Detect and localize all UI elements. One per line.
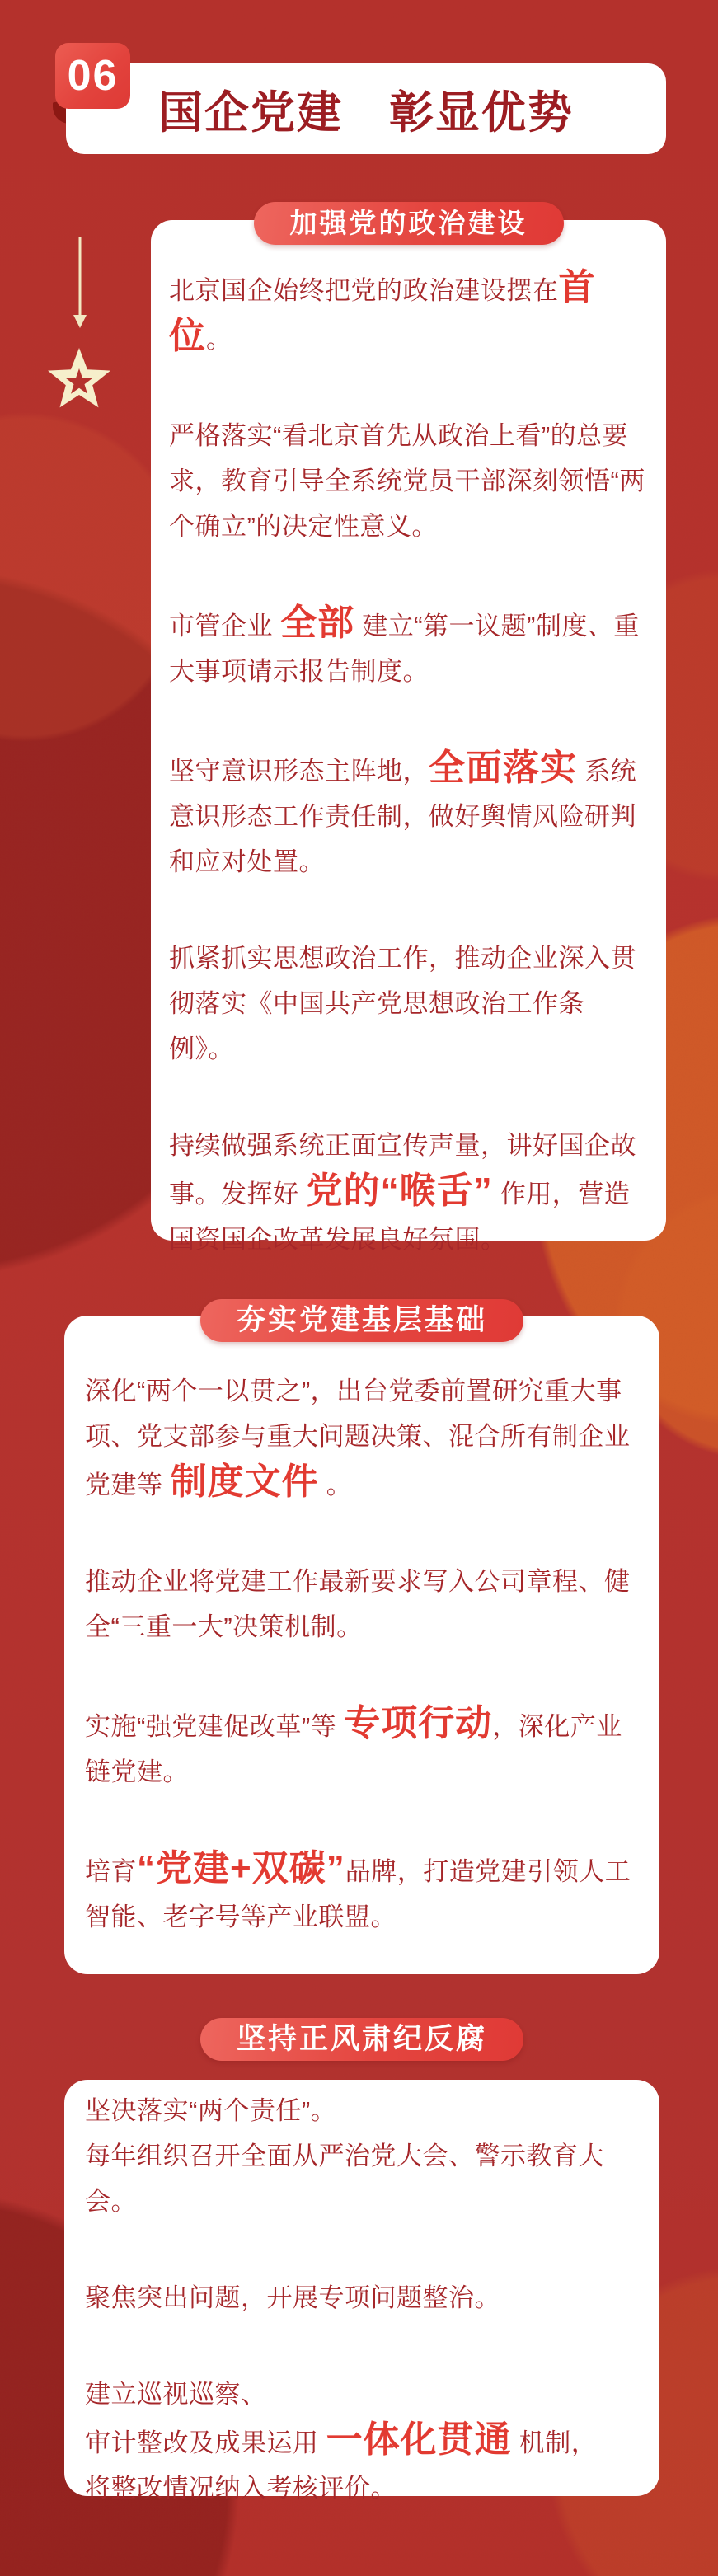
page-title: 国企党建 彰显优势 <box>158 87 574 138</box>
body-text: 实施“强党建促改革”等 <box>85 1712 345 1741</box>
section-header-label: 坚持正风肃纪反腐 <box>236 2023 488 2055</box>
section-number: 06 <box>67 52 119 100</box>
section-card-grassroots-foundation <box>64 1304 659 1974</box>
body-text: ，深化产业链党建。 <box>85 1712 622 1786</box>
highlight-text: 全部 <box>280 603 355 643</box>
body-text: 每年组织召开全面从严治党大会、警示教育大会。 <box>85 2142 604 2216</box>
body-text: 推动企业将党建工作最新要求写入公司章程、健全“三重一大”决策机制。 <box>85 1567 631 1641</box>
body-text: 。 <box>206 325 232 354</box>
section-header-label: 加强党的政治建设 <box>289 208 528 238</box>
body-text: 作用，营造国资国企改革发展良好氛围。 <box>169 1180 631 1254</box>
section-number-badge <box>55 43 130 109</box>
section-content <box>85 2088 639 2511</box>
section-card-discipline-anticorruption <box>64 2023 659 2503</box>
paragraph <box>169 600 648 694</box>
section-header-pill <box>200 1299 523 1342</box>
body-text: 北京国企始终把党的政治建设摆在 <box>169 276 559 305</box>
highlight-text: “党建+双碳” <box>137 1848 345 1889</box>
title-bar <box>66 63 666 154</box>
body-text: 建立“第一议题”制度、重大事项请示报告制度。 <box>169 612 640 686</box>
body-text: 审计整改及成果运用 <box>85 2428 326 2457</box>
body-text: 机制， <box>511 2428 598 2457</box>
section-header-label: 夯实党建基层基础 <box>236 1304 488 1336</box>
paragraph <box>169 936 648 1072</box>
section-content <box>85 1368 639 1940</box>
body-text: 。 <box>318 1471 353 1499</box>
body-text: 建立巡视巡察、 <box>85 2380 267 2409</box>
body-text: 将整改情况纳入考核评价。 <box>85 2474 397 2503</box>
paragraph <box>85 1846 639 1940</box>
paragraph <box>85 1559 639 1649</box>
body-text: 市管企业 <box>169 612 281 640</box>
paragraph <box>85 2372 639 2511</box>
paragraph <box>169 413 648 549</box>
section-header-pill <box>254 202 564 245</box>
paragraph <box>169 265 648 362</box>
body-text: 坚守意识形态主阵地， <box>169 757 429 786</box>
body-text: 深化“两个一以贯之”，出台党委前置研究重大事项、党支部参与重大问题决策、混合所有制企业党建等 <box>85 1377 631 1499</box>
body-text: 抓紧抓实思想政治工作，推动企业深入贯彻落实《中国共产党思想政治工作条例》。 <box>169 944 636 1063</box>
section-card-political-building <box>151 208 666 1254</box>
paragraph <box>85 1701 639 1795</box>
highlight-text: 制度文件 <box>170 1462 319 1502</box>
body-text: 严格落实“看北京首先从政治上看”的总要求，教育引导全系统党员干部深刻领悟“两个确立”的决定性意义。 <box>169 421 645 541</box>
paragraph <box>85 2088 639 2224</box>
body-text: 聚焦突出问题，开展专项问题整治。 <box>85 2283 500 2312</box>
body-text: 持续做强系统正面宣传声量，讲好国企故事。发挥好 <box>169 1131 636 1208</box>
highlight-text: 专项行动 <box>344 1703 493 1743</box>
highlight-text: 一体化贯通 <box>326 2419 512 2460</box>
body-text: 坚决落实“两个责任”。 <box>85 2096 337 2125</box>
paragraph <box>169 1123 648 1262</box>
body-text: 系统意识形态工作责任制，做好舆情风险研判和应对处置。 <box>169 757 637 876</box>
section-header-pill <box>200 2018 523 2061</box>
section-content <box>169 265 648 1262</box>
body-text: 品牌，打造党建引领人工智能、老字号等产业联盟。 <box>85 1857 631 1931</box>
highlight-text: 首位 <box>169 267 596 356</box>
star-icon <box>47 346 111 415</box>
down-arrow-icon <box>72 237 88 334</box>
highlight-text: 党的“喉舌” <box>306 1171 493 1211</box>
paragraph <box>85 1368 639 1508</box>
paragraph <box>169 745 648 884</box>
body-text: 培育 <box>85 1857 137 1886</box>
highlight-text: 全面落实 <box>429 748 577 788</box>
paragraph <box>85 2275 639 2320</box>
